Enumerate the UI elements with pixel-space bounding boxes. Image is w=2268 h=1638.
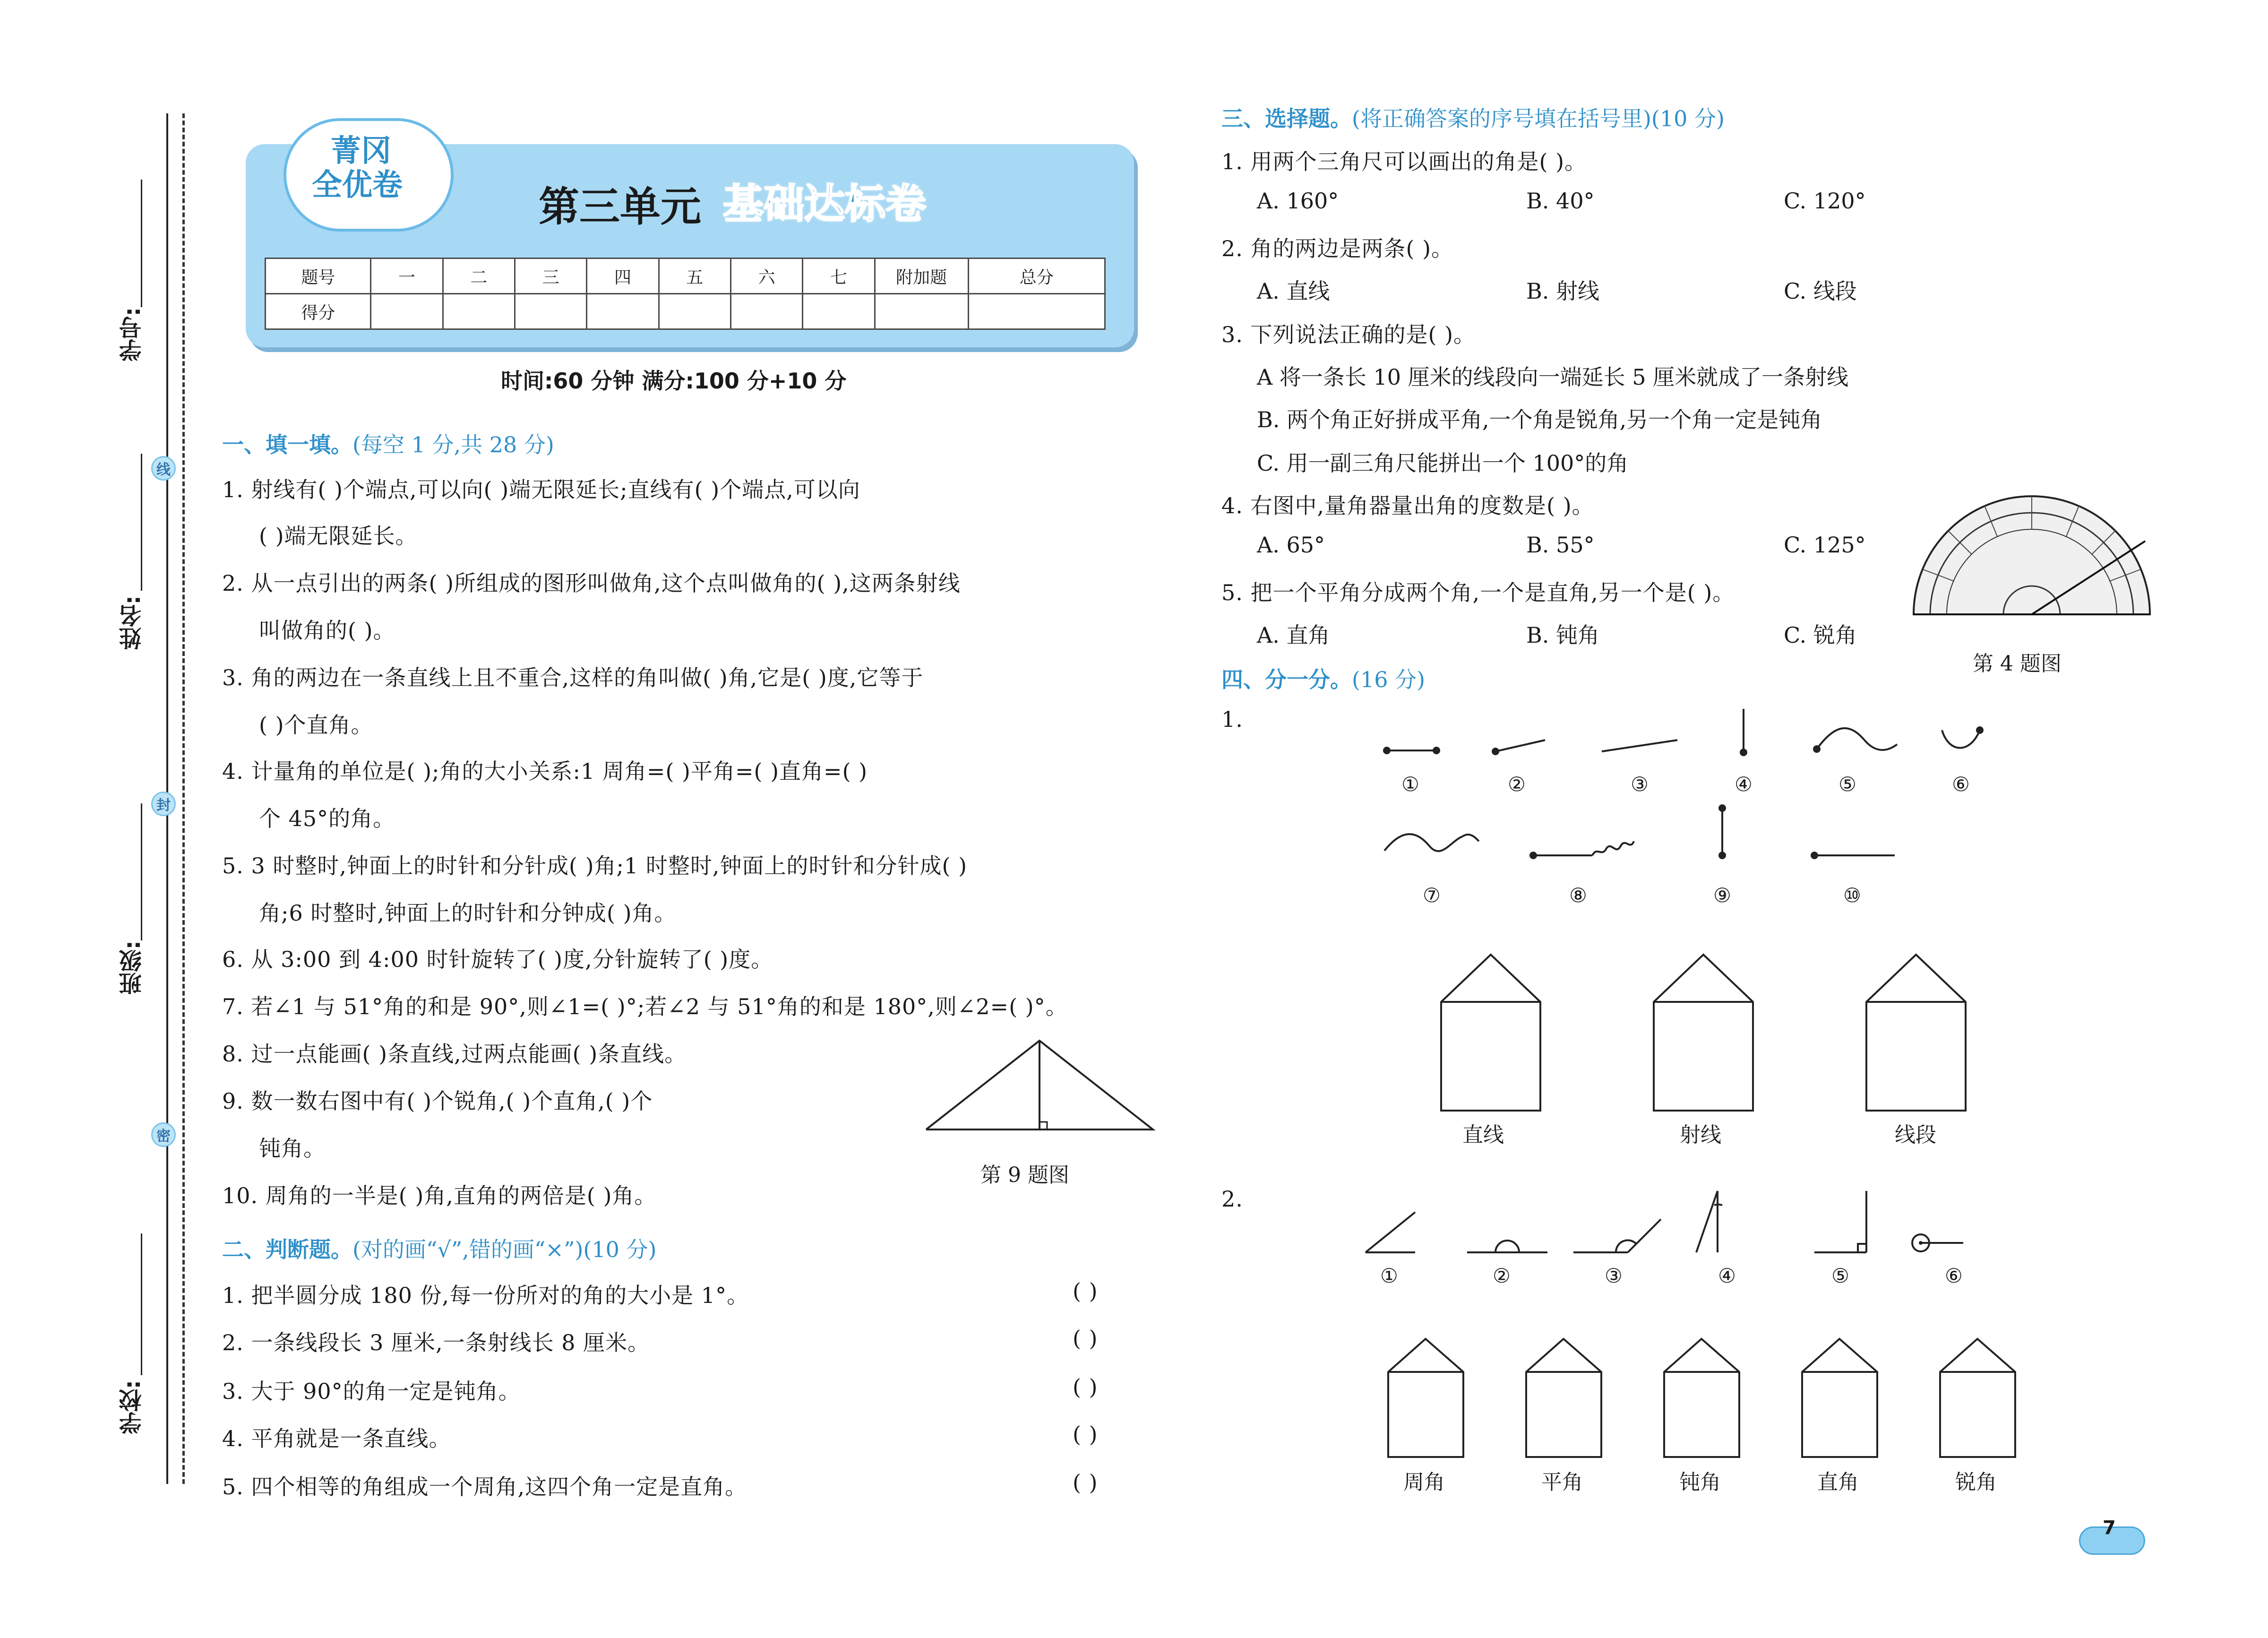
figure-number: ③ — [1631, 773, 1649, 796]
s3-q1-opt-c: C. 120° — [1784, 188, 1866, 214]
s1-line: 钝角。 — [259, 1136, 326, 1161]
s1-line: ( )端无限延长。 — [259, 523, 418, 549]
page-title-emphasis: 基础达标卷 — [723, 181, 926, 228]
section1-heading: 一、填一填。 — [222, 432, 352, 457]
part2-angle-figures — [1361, 1181, 1966, 1262]
student-no-blank — [141, 180, 142, 307]
figure-number: ③ — [1605, 1264, 1623, 1287]
part1-figures-row1 — [1370, 699, 1984, 766]
school-label: 学校: — [119, 1380, 146, 1435]
s1-line: 1. 射线有( )个端点,可以向( )端无限延长;直线有( )个端点,可以向 — [222, 477, 860, 502]
house-acute-angle — [1936, 1335, 2019, 1460]
figure-number: ① — [1401, 773, 1419, 796]
s3-q5-opt-c: C. 锐角 — [1784, 622, 1857, 648]
time-info: 时间:60 分钟 满分:100 分+10 分 — [501, 368, 847, 394]
score-row-label: 得分 — [266, 294, 371, 329]
section1-note: (每空 1 分,共 28 分) — [352, 432, 554, 457]
s3-q2: 2. 角的两边是两条( )。 — [1221, 236, 1454, 261]
score-cell[interactable] — [803, 294, 875, 329]
s2-item: 4. 平角就是一条直线。 — [222, 1426, 451, 1451]
class-blank — [141, 803, 142, 940]
section1-title — [222, 428, 554, 459]
score-header-cell: 六 — [730, 259, 802, 294]
section4-title — [1221, 663, 1425, 694]
name-blank — [141, 454, 142, 591]
s3-q2-opt-a: A. 直线 — [1257, 278, 1330, 304]
s1-line: 个 45°的角。 — [259, 806, 395, 831]
figure-number: ② — [1508, 773, 1526, 796]
student-no-label: 学号: — [119, 307, 146, 362]
answer-bracket[interactable]: ( ) — [1073, 1326, 1098, 1351]
s1-line: 7. 若∠1 与 51°角的和是 90°,则∠1=( )°;若∠2 与 51°角的和是 180°,则∠2=( )°。 — [222, 994, 1068, 1019]
s2-item: 2. 一条线段长 3 厘米,一条射线长 8 厘米。 — [222, 1330, 650, 1355]
s3-q4-opt-b: B. 55° — [1526, 532, 1595, 558]
section2-title — [222, 1233, 656, 1264]
s3-q3-opt-a: A 将一条长 10 厘米的线段向一端延长 5 厘米就成了一条射线 — [1257, 364, 1849, 390]
figure-number: ⑩ — [1843, 884, 1861, 907]
s1-line: 9. 数一数右图中有( )个锐角,( )个直角,( )个 — [222, 1088, 653, 1114]
score-header-cell: 三 — [515, 259, 587, 294]
s3-q5-opt-a: A. 直角 — [1257, 622, 1330, 648]
house-obtuse-angle — [1660, 1335, 1743, 1460]
answer-bracket[interactable]: ( ) — [1073, 1278, 1098, 1304]
score-table — [265, 258, 1106, 330]
section2-heading: 二、判断题。 — [222, 1237, 352, 1262]
section4-note: (16 分) — [1352, 667, 1426, 692]
house-label: 平角 — [1541, 1470, 1583, 1494]
s3-q2-opt-b: B. 射线 — [1526, 278, 1600, 304]
score-header-cell: 二 — [443, 259, 515, 294]
s1-line: 2. 从一点引出的两条( )所组成的图形叫做角,这个点叫做角的( ),这两条射线 — [222, 570, 961, 596]
house-label: 直线 — [1462, 1123, 1504, 1147]
house-segment — [1862, 950, 1970, 1115]
house-line — [1436, 950, 1545, 1115]
house-ray — [1649, 950, 1758, 1115]
house-label: 周角 — [1403, 1470, 1445, 1494]
logo-line2: 全优卷 — [312, 168, 403, 203]
figure-number: ① — [1380, 1264, 1398, 1287]
page-title: 第三单元 — [539, 183, 701, 231]
section3-heading: 三、选择题。 — [1221, 106, 1352, 131]
figure-4-caption: 第 4 题图 — [1973, 652, 2062, 676]
page-number: 7 — [2103, 1517, 2116, 1539]
answer-bracket[interactable]: ( ) — [1073, 1374, 1098, 1400]
figure-9-triangle — [921, 1035, 1158, 1134]
score-header-cell: 一 — [371, 259, 443, 294]
house-straight-angle — [1522, 1335, 1605, 1460]
logo-line1: 菁冈 — [331, 134, 391, 169]
section3-title — [1221, 102, 1725, 133]
s2-item: 5. 四个相等的角组成一个周角,这四个角一定是直角。 — [222, 1474, 747, 1500]
section4-heading: 四、分一分。 — [1221, 667, 1352, 692]
s1-line: 10. 周角的一半是( )角,直角的两倍是( )角。 — [222, 1183, 657, 1208]
score-cell[interactable] — [443, 294, 515, 329]
s1-line: ( )个直角。 — [259, 712, 373, 738]
score-cell[interactable] — [371, 294, 443, 329]
seal-dot-mi: 密 — [151, 1122, 176, 1147]
figure-4-protractor — [1909, 487, 2155, 619]
house-full-angle — [1384, 1335, 1467, 1460]
score-cell[interactable] — [659, 294, 730, 329]
seal-dot-feng: 封 — [151, 792, 176, 816]
figure-number: ④ — [1735, 773, 1753, 796]
s3-q1-opt-a: A. 160° — [1257, 188, 1339, 214]
s4-part2-label: 2. — [1221, 1186, 1243, 1212]
answer-bracket[interactable]: ( ) — [1073, 1422, 1098, 1447]
seal-dot-xian: 线 — [151, 456, 176, 481]
score-header-cell: 附加题 — [875, 259, 968, 294]
figure-number: ⑧ — [1569, 884, 1587, 907]
s1-line: 角;6 时整时,钟面上的时针和分钟成( )角。 — [259, 900, 677, 926]
house-label: 线段 — [1895, 1123, 1936, 1147]
house-label: 钝角 — [1679, 1470, 1721, 1494]
s3-q3-opt-b: B. 两个角正好拼成平角,一个角是锐角,另一个角一定是钝角 — [1257, 407, 1822, 432]
s2-item: 1. 把半圆分成 180 份,每一份所对的角的大小是 1°。 — [222, 1283, 749, 1308]
score-header-cell: 五 — [659, 259, 730, 294]
house-right-angle — [1798, 1335, 1881, 1460]
s4-part1-label: 1. — [1221, 707, 1243, 732]
figure-9-caption: 第 9 题图 — [980, 1163, 1069, 1187]
figure-number: ⑨ — [1713, 884, 1731, 907]
s1-line: 4. 计量角的单位是( );角的大小关系:1 周角=( )平角=( )直角=( ) — [222, 759, 868, 784]
house-label: 射线 — [1680, 1123, 1721, 1147]
score-header-cell: 题号 — [266, 259, 371, 294]
score-cell[interactable] — [515, 294, 587, 329]
score-header-cell: 总分 — [968, 259, 1105, 294]
s3-q5: 5. 把一个平角分成两个角,一个是直角,另一个是( )。 — [1221, 580, 1735, 605]
school-blank — [141, 1233, 142, 1375]
s3-q1: 1. 用两个三角尺可以画出的角是( )。 — [1221, 149, 1587, 174]
name-label: 姓名: — [119, 595, 146, 650]
figure-number: ⑦ — [1423, 884, 1441, 907]
s3-q3: 3. 下列说法正确的是( )。 — [1221, 322, 1476, 347]
binding-dashed-line — [182, 113, 185, 1484]
section3-note: (将正确答案的序号填在括号里)(10 分) — [1352, 106, 1725, 131]
s1-line: 叫做角的( )。 — [259, 618, 395, 643]
figure-number: ⑥ — [1945, 1264, 1963, 1287]
house-label: 锐角 — [1955, 1470, 1997, 1494]
score-cell[interactable] — [875, 294, 968, 329]
class-label: 班级: — [119, 940, 146, 995]
s1-line: 6. 从 3:00 到 4:00 时针旋转了( )度,分针旋转了( )度。 — [222, 947, 773, 972]
answer-bracket[interactable]: ( ) — [1073, 1470, 1098, 1495]
house-label: 直角 — [1817, 1470, 1859, 1494]
score-cell[interactable] — [968, 294, 1105, 329]
s3-q2-opt-c: C. 线段 — [1784, 278, 1857, 304]
s3-q3-opt-c: C. 用一副三角尺能拼出一个 100°的角 — [1257, 450, 1629, 476]
s3-q4: 4. 右图中,量角器量出角的度数是( )。 — [1221, 493, 1594, 518]
score-header-cell: 七 — [803, 259, 875, 294]
s3-q4-opt-c: C. 125° — [1784, 532, 1866, 558]
s2-item: 3. 大于 90°的角一定是钝角。 — [222, 1379, 521, 1404]
section2-note: (对的画“√”,错的画“×”)(10 分) — [352, 1237, 657, 1262]
s3-q4-opt-a: A. 65° — [1257, 532, 1325, 558]
figure-number: ④ — [1718, 1264, 1736, 1287]
part1-figures-row2 — [1370, 803, 1937, 870]
s1-line: 3. 角的两边在一条直线上且不重合,这样的角叫做( )角,它是( )度,它等于 — [222, 665, 924, 690]
figure-number: ⑥ — [1952, 773, 1970, 796]
score-header-cell: 四 — [587, 259, 659, 294]
score-cell[interactable] — [587, 294, 659, 329]
s1-line: 8. 过一点能画( )条直线,过两点能画( )条直线。 — [222, 1041, 687, 1067]
figure-number: ② — [1493, 1264, 1511, 1287]
s3-q5-opt-b: B. 钝角 — [1526, 622, 1600, 648]
score-cell[interactable] — [730, 294, 802, 329]
s1-line: 5. 3 时整时,钟面上的时针和分针成( )角;1 时整时,钟面上的时针和分针成( ) — [222, 853, 968, 879]
s3-q1-opt-b: B. 40° — [1526, 188, 1595, 214]
figure-number: ⑤ — [1831, 1264, 1849, 1287]
figure-number: ⑤ — [1838, 773, 1856, 796]
